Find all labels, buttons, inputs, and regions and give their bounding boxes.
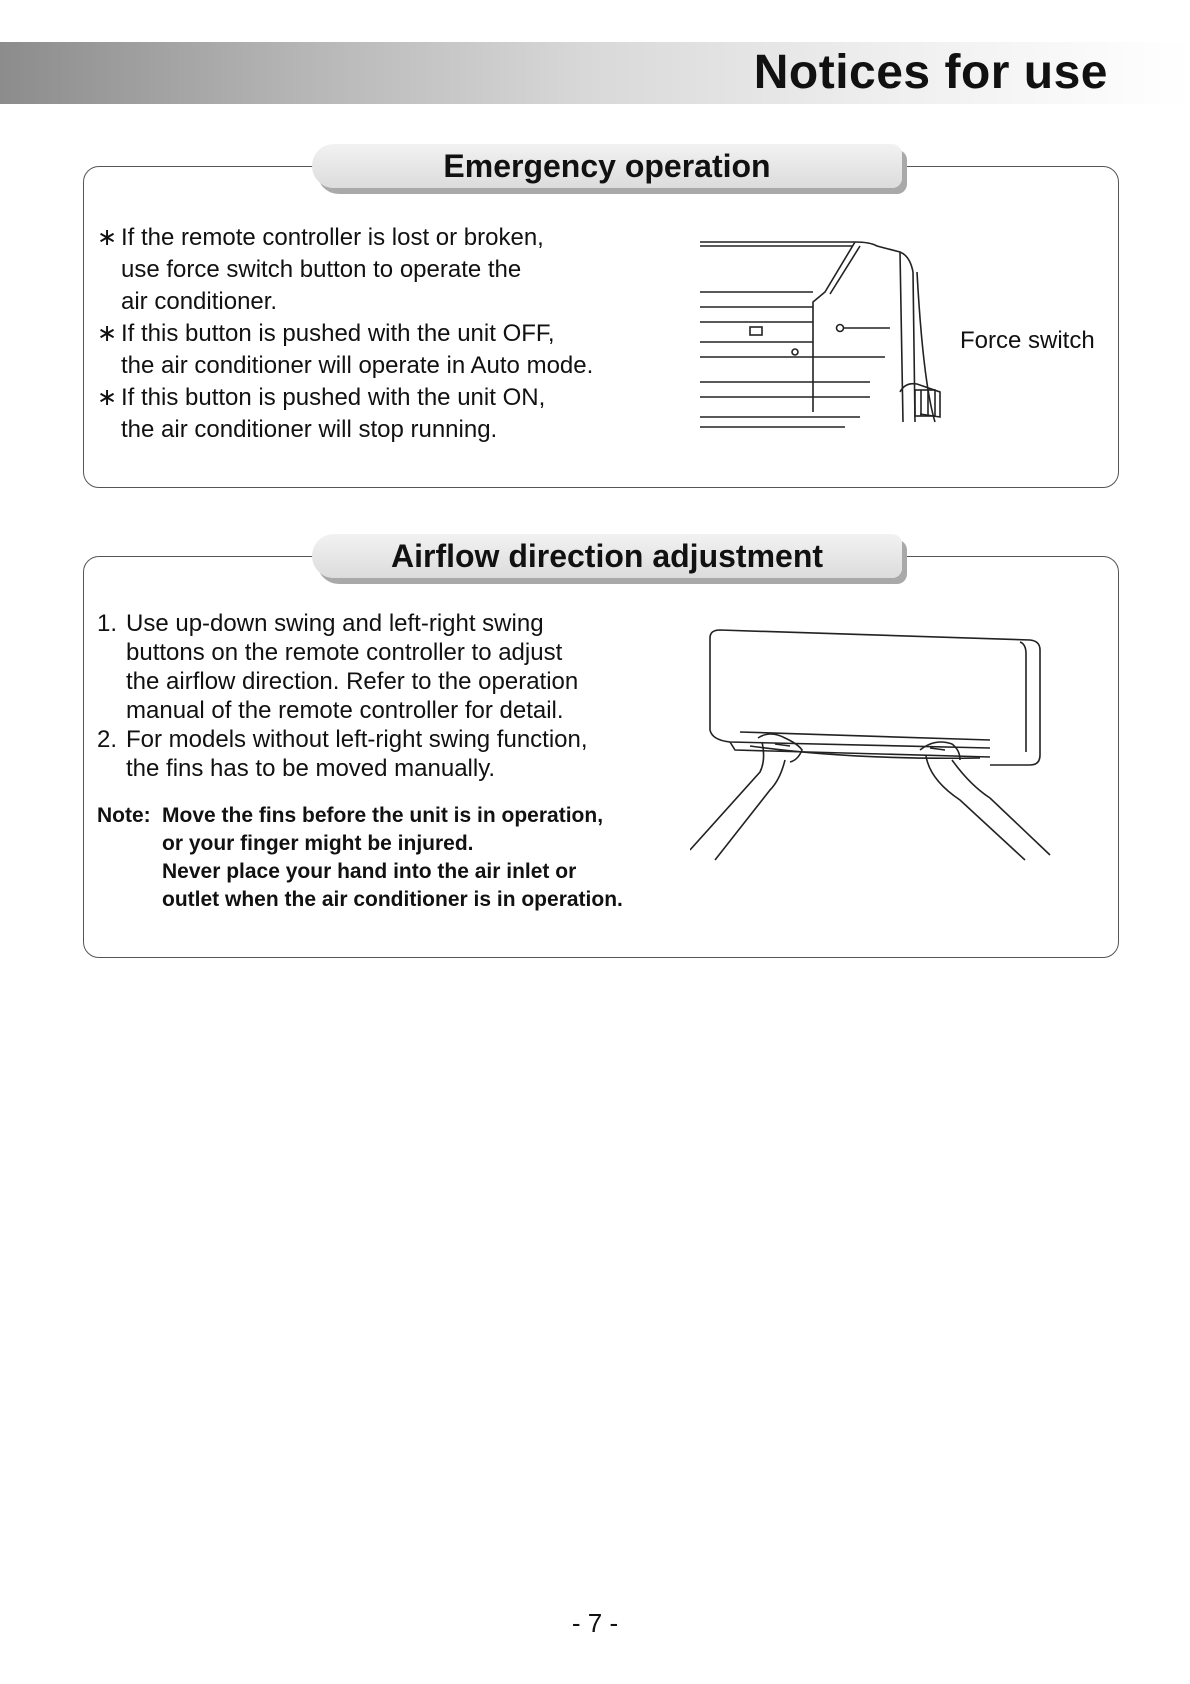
step-text: For models without left-right swing function, the fins has to be moved manually. (126, 726, 588, 782)
page-number: - 7 - (571, 1608, 619, 1638)
indoor-unit-force-switch-illustration (695, 232, 995, 452)
list-item (97, 318, 697, 382)
bullet-mark: ∗ (97, 384, 118, 411)
bullet-mark: ∗ (97, 224, 118, 251)
note-label: Note: (97, 804, 151, 827)
airflow-section-title: Airflow direction adjustment (312, 534, 902, 578)
bullet-text: If the remote controller is lost or broken, use force switch button to operate the air conditioner. (121, 224, 544, 315)
force-switch-label: Force switch (960, 327, 1095, 354)
bullet-text: If this button is pushed with the unit ON, the air conditioner will stop running. (121, 384, 546, 443)
step-number: 1. (97, 610, 118, 637)
hands-adjusting-fins-illustration (690, 620, 1060, 870)
list-item (97, 609, 687, 725)
emergency-section-title: Emergency operation (312, 144, 902, 188)
airflow-step-list (97, 609, 687, 783)
list-item (97, 382, 697, 446)
emergency-bullet-list (97, 222, 697, 446)
note-text: Move the fins before the unit is in operation, or your finger might be injured. Never place your hand into the air inlet or outlet when the air conditioner is in operation. (162, 804, 623, 911)
step-number: 2. (97, 726, 118, 753)
bullet-mark: ∗ (97, 320, 118, 347)
safety-note (97, 802, 737, 914)
list-item (97, 725, 687, 783)
bullet-text: If this button is pushed with the unit OFF, the air conditioner will operate in Auto mode. (121, 320, 594, 379)
list-item (97, 222, 697, 318)
page-title: Notices for use (753, 46, 1108, 99)
step-text: Use up-down swing and left-right swing buttons on the remote controller to adjust the airflow direction. Refer to the operation manual of the remote controller for detail. (126, 610, 579, 724)
